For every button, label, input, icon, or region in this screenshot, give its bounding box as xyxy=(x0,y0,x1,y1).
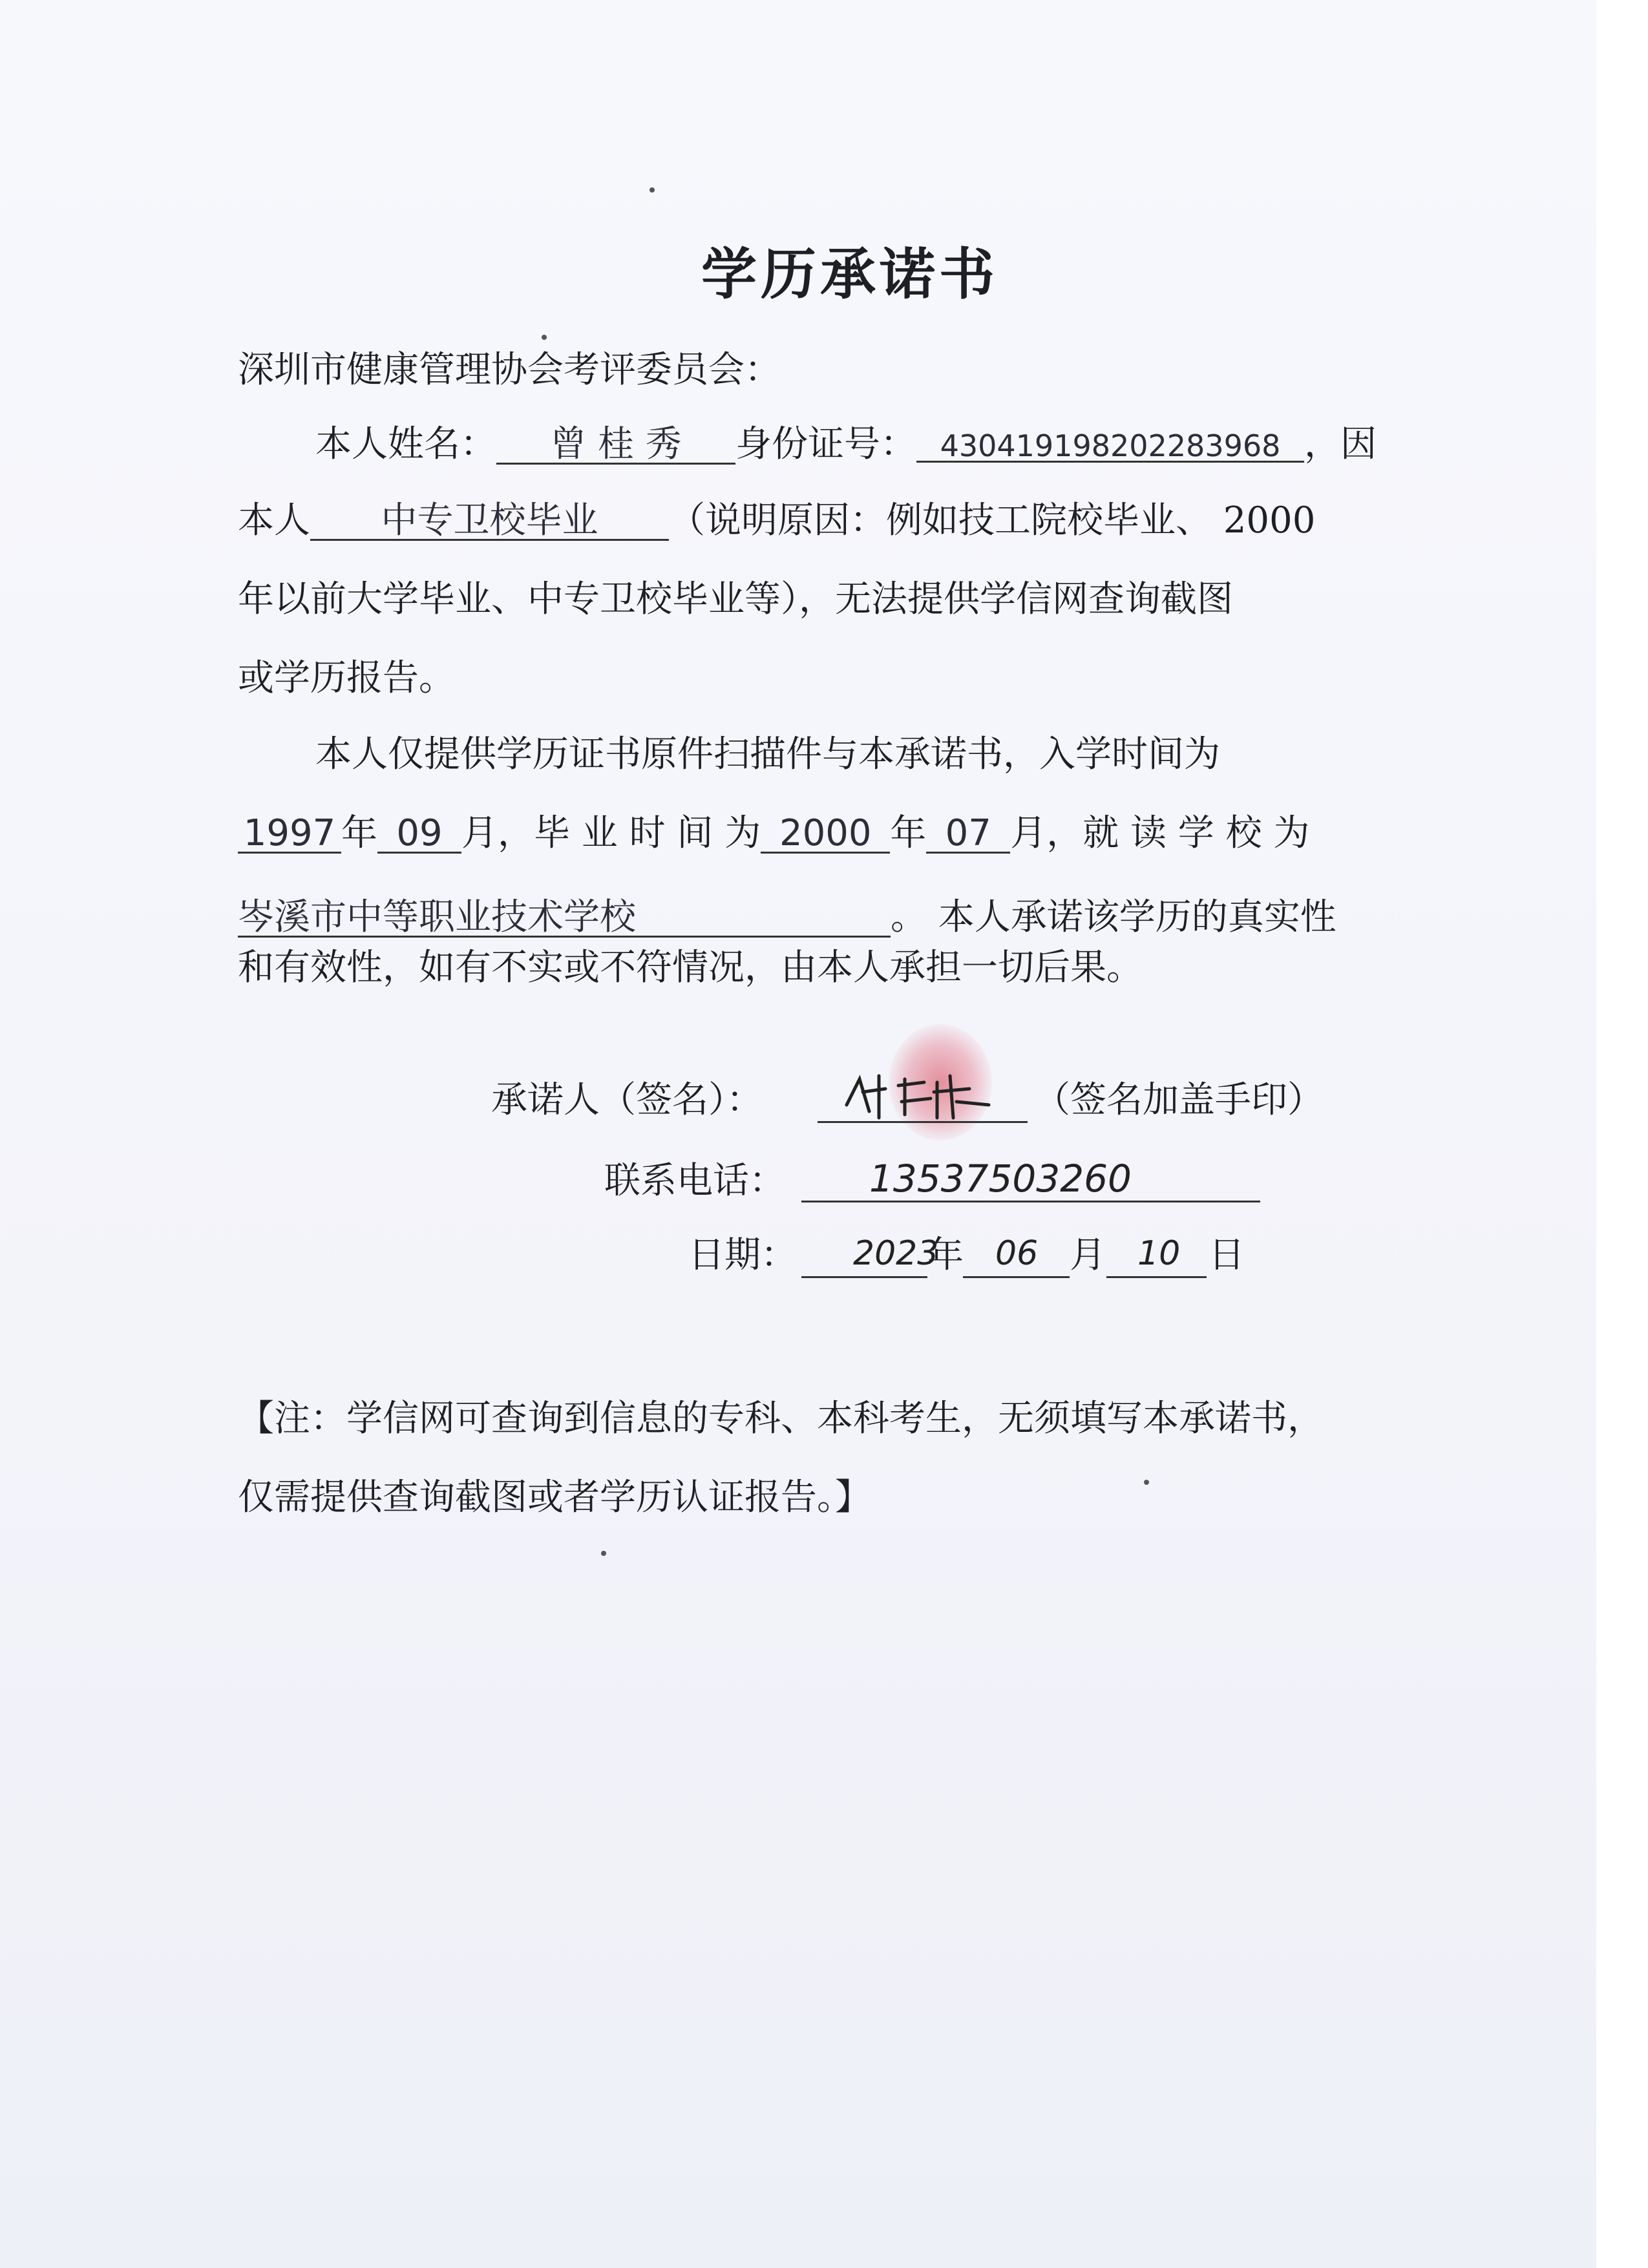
school-value: 岑溪市中等职业技术学校 xyxy=(238,899,891,938)
phone-value: 13537503260 xyxy=(869,1157,1132,1201)
date-year: 2023 xyxy=(853,1234,939,1273)
month-char: 月 xyxy=(1010,812,1047,854)
date-month-line xyxy=(963,1276,1070,1278)
school-line xyxy=(238,896,1336,938)
grad-text: ，毕 业 时 间 为 xyxy=(498,812,761,854)
id-label: 身份证号： xyxy=(735,423,916,465)
month-char: 月 xyxy=(461,812,498,854)
scan-edge xyxy=(1596,0,1648,2268)
school-text: ，就 读 学 校 为 xyxy=(1046,812,1310,854)
signer-label: 承诺人（签名）： xyxy=(491,1079,763,1121)
note-line1: 【注：学信网可查询到信息的专科、本科考生，无须填写本承诺书， xyxy=(238,1398,1324,1440)
date-year-char: 年 xyxy=(927,1234,964,1276)
date-day-line xyxy=(1106,1276,1207,1278)
paragraph2-line1: 本人仅提供学历证书原件扫描件与本承诺书，入学时间为 xyxy=(315,733,1220,775)
dates-line xyxy=(238,812,1310,854)
year-char: 年 xyxy=(341,812,377,854)
scan-speck xyxy=(542,335,547,340)
handwritten-signature xyxy=(840,1066,1008,1124)
name-id-line xyxy=(315,423,1377,465)
enroll-year: 1997 xyxy=(238,815,341,854)
date-month-char: 月 xyxy=(1070,1234,1106,1276)
reason-line xyxy=(238,499,1316,541)
reason-connector: ，因 xyxy=(1304,423,1377,465)
grad-year: 2000 xyxy=(761,815,890,854)
note-line2: 仅需提供查询截图或者学历认证报告。】 xyxy=(238,1476,871,1518)
date-year-line xyxy=(801,1276,927,1278)
phone-label: 联系电话： xyxy=(604,1160,785,1202)
reason-value: 中专卫校毕业 xyxy=(310,503,669,541)
name-label: 本人姓名： xyxy=(315,423,496,465)
year-char: 年 xyxy=(890,812,927,854)
document-title: 学历承诺书 xyxy=(701,242,998,307)
date-day-char: 日 xyxy=(1209,1234,1245,1276)
date-month: 06 xyxy=(995,1234,1039,1273)
name-value: 曾 桂 秀 xyxy=(496,426,735,465)
self-label: 本人 xyxy=(238,499,310,541)
salutation: 深圳市健康管理协会考评委员会： xyxy=(238,349,781,391)
reason-explain: （说明原因：例如技工院校毕业、 2000 xyxy=(669,499,1316,541)
date-label: 日期： xyxy=(688,1234,797,1276)
signer-note: （签名加盖手印） xyxy=(1034,1079,1324,1121)
date-day: 10 xyxy=(1137,1234,1181,1273)
paragraph2-line4: 和有效性，如有不实或不符情况，由本人承担一切后果。 xyxy=(238,947,1143,989)
grad-month: 07 xyxy=(926,815,1010,854)
phone-line xyxy=(801,1201,1260,1202)
enroll-month: 09 xyxy=(377,815,461,854)
paragraph1-line4: 或学历报告。 xyxy=(238,657,455,699)
id-value: 430419198202283968 xyxy=(916,431,1304,463)
scan-speck xyxy=(601,1551,606,1556)
promise-text: 。 本人承诺该学历的真实性 xyxy=(891,896,1336,938)
scan-speck xyxy=(1144,1480,1149,1485)
paragraph1-line3: 年以前大学毕业、中专卫校毕业等），无法提供学信网查询截图 xyxy=(238,578,1233,620)
scan-speck xyxy=(650,187,655,193)
